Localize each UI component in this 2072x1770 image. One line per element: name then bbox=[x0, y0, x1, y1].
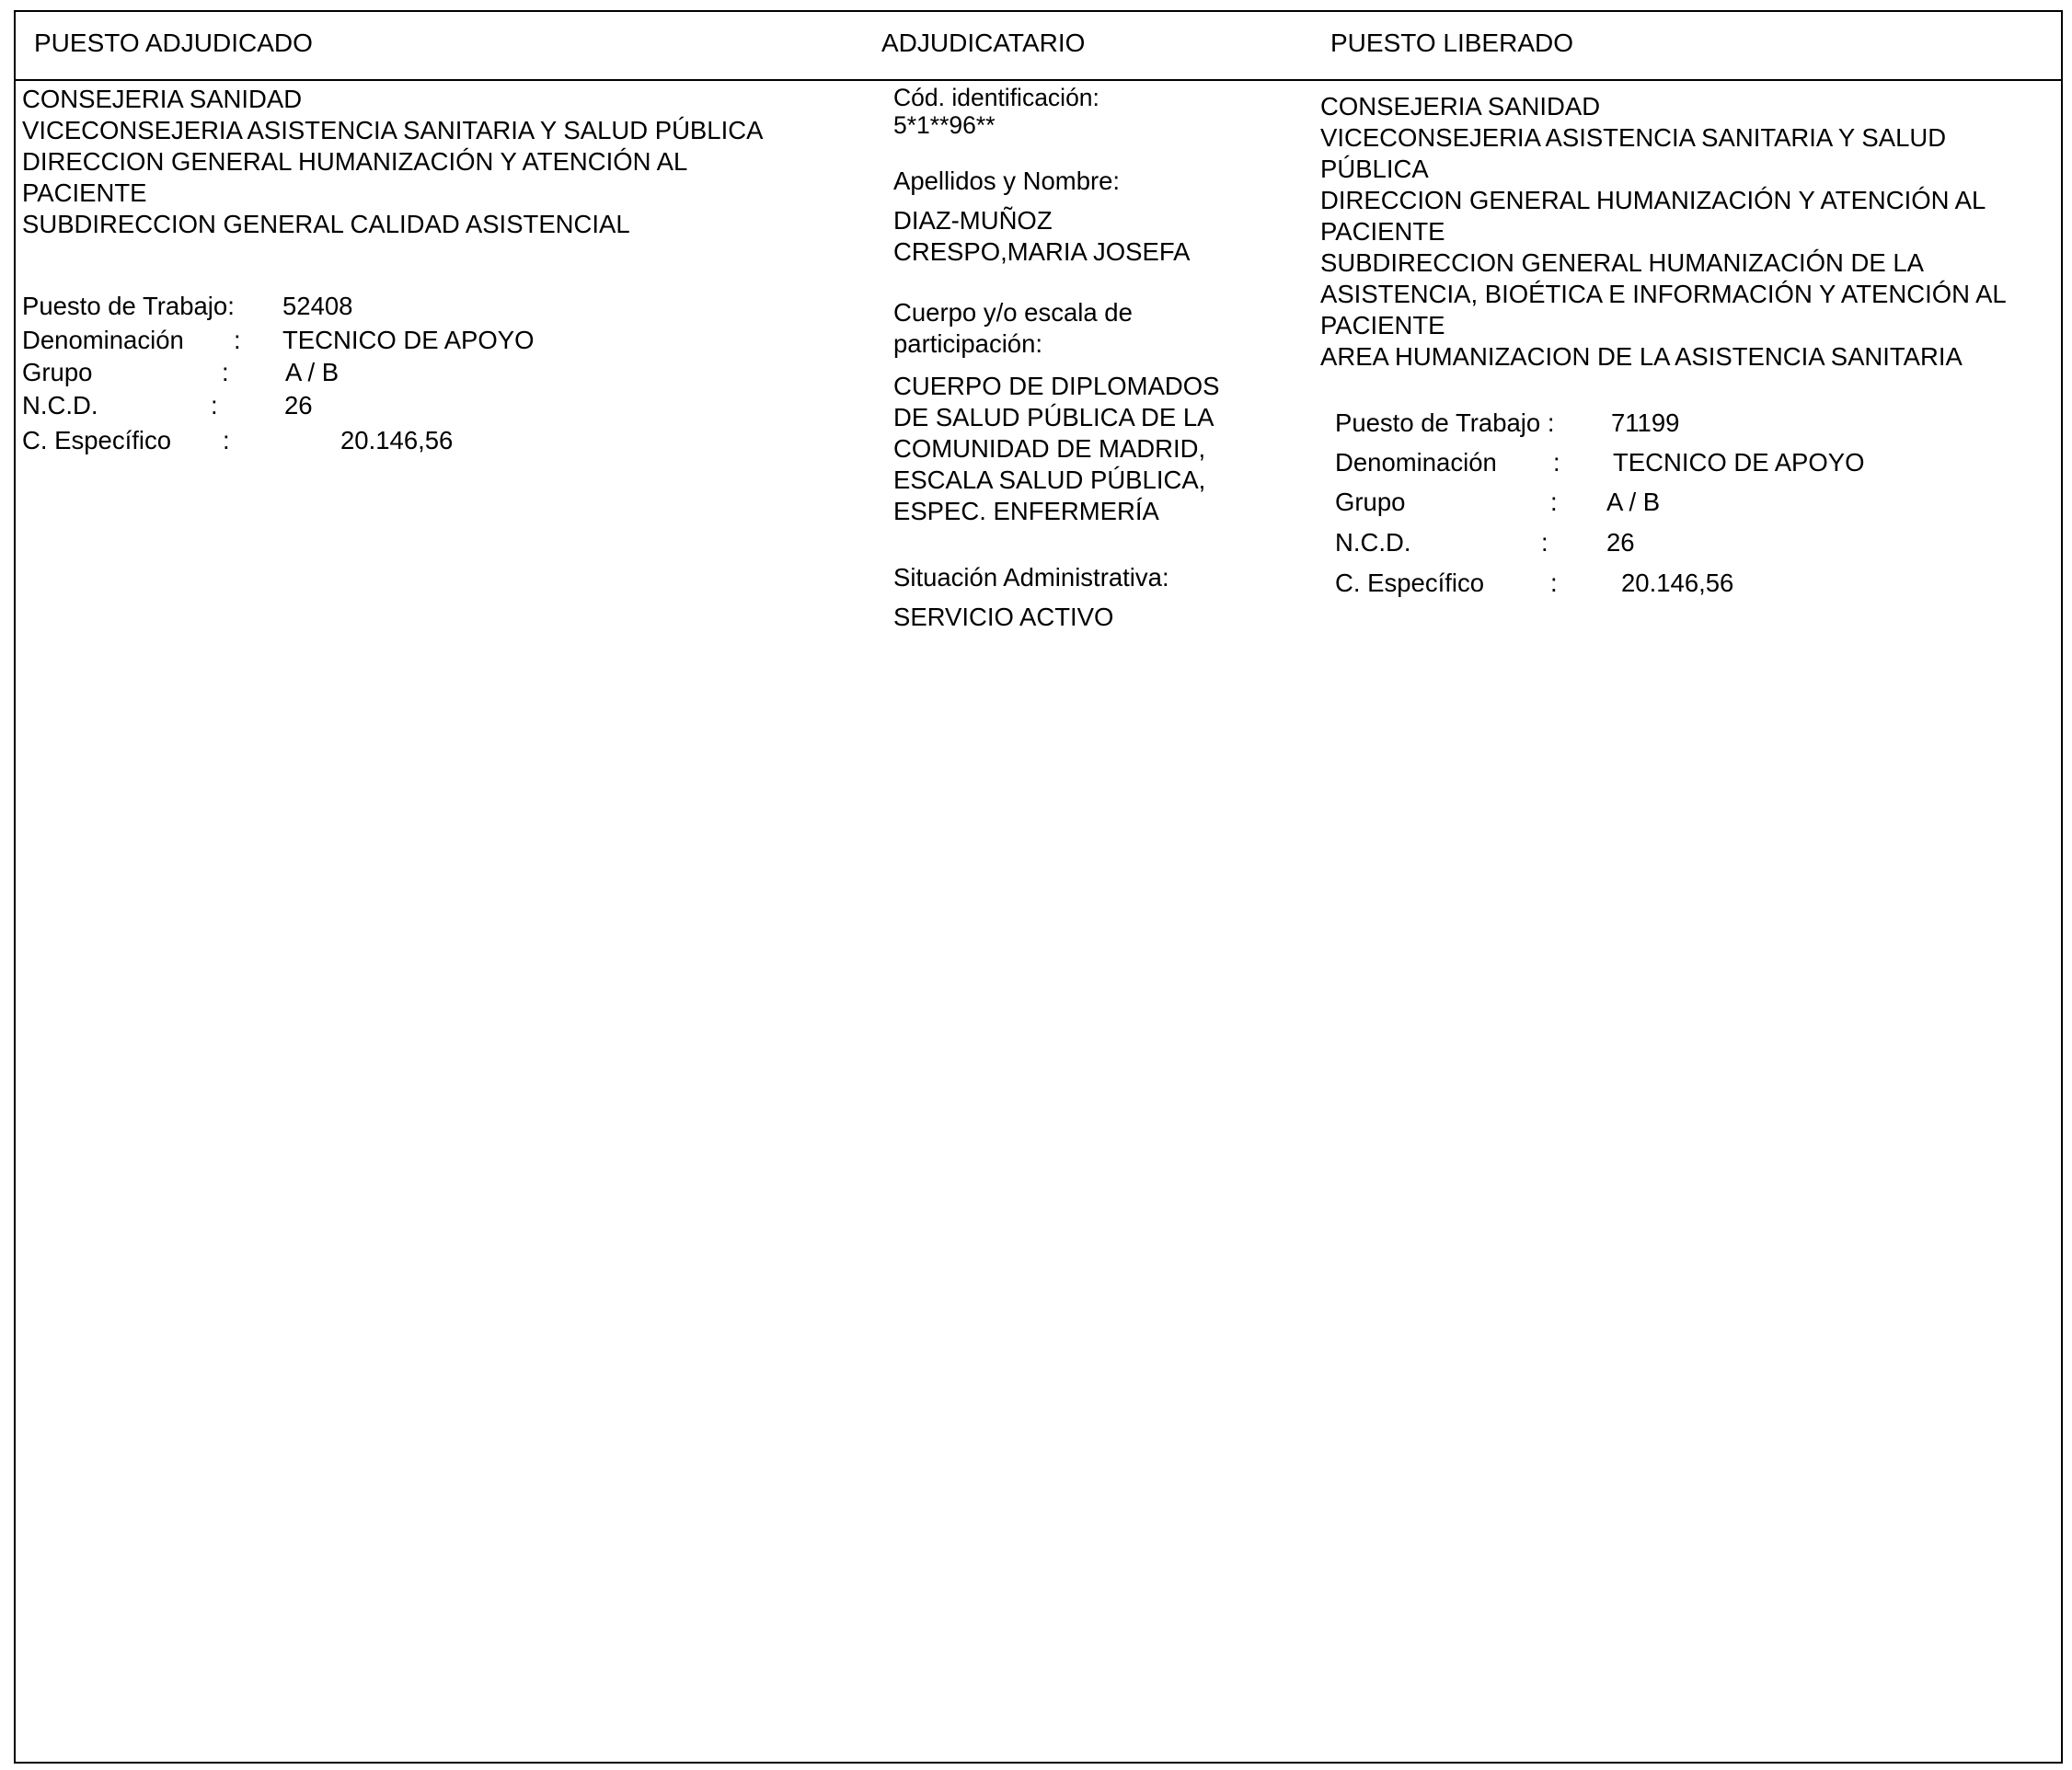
field-label: N.C.D. bbox=[1335, 528, 1411, 557]
apellidos-nombre-value bbox=[893, 205, 1190, 268]
field-label: Puesto de Trabajo: bbox=[22, 292, 235, 320]
org-line: DIRECCION GENERAL HUMANIZACIÓN Y ATENCIÓN AL bbox=[1320, 186, 1986, 214]
label-line: participación: bbox=[893, 329, 1043, 358]
header-puesto-adjudicado: PUESTO ADJUDICADO bbox=[34, 29, 313, 57]
field-label: Grupo bbox=[1335, 488, 1406, 516]
header-adjudicatario: ADJUDICATARIO bbox=[881, 29, 1086, 57]
org-line: SUBDIRECCION GENERAL CALIDAD ASISTENCIAL bbox=[22, 210, 630, 238]
cuerpo-escala-value bbox=[893, 371, 1220, 527]
org-line: VICECONSEJERIA ASISTENCIA SANITARIA Y SALUD bbox=[1320, 123, 1947, 152]
field-value: 20.146,56 bbox=[1621, 569, 1734, 597]
cuerpo-line: DE SALUD PÚBLICA DE LA bbox=[893, 403, 1214, 431]
field-label: Denominación bbox=[1335, 448, 1497, 477]
header-divider bbox=[14, 79, 2063, 81]
label-line: Cuerpo y/o escala de bbox=[893, 298, 1133, 327]
field-separator: : bbox=[1550, 488, 1558, 516]
cuerpo-line: ESPEC. ENFERMERÍA bbox=[893, 497, 1159, 525]
cod-identificacion-value: 5*1**96** bbox=[893, 111, 996, 139]
cuerpo-line: ESCALA SALUD PÚBLICA, bbox=[893, 465, 1206, 494]
field-value: 71199 bbox=[1611, 408, 1680, 437]
org-line: CONSEJERIA SANIDAD bbox=[22, 85, 303, 113]
org-line: ASISTENCIA, BIOÉTICA E INFORMACIÓN Y ATENCIÓN AL bbox=[1320, 280, 2007, 308]
adjudicado-organization bbox=[22, 84, 763, 240]
name-line: DIAZ-MUÑOZ bbox=[893, 206, 1053, 235]
field-value: TECNICO DE APOYO bbox=[282, 326, 535, 354]
org-line: PACIENTE bbox=[22, 178, 147, 207]
field-separator: : bbox=[223, 426, 230, 454]
org-line: PÚBLICA bbox=[1320, 155, 1429, 183]
field-separator: : bbox=[1553, 448, 1560, 477]
field-value: 52408 bbox=[282, 292, 353, 320]
field-label: Grupo bbox=[22, 358, 93, 386]
field-label: Denominación bbox=[22, 326, 184, 354]
situacion-administrativa-value: SERVICIO ACTIVO bbox=[893, 603, 1114, 631]
field-label: Puesto de Trabajo : bbox=[1335, 408, 1555, 437]
field-label: C. Específico bbox=[22, 426, 172, 454]
field-value: TECNICO DE APOYO bbox=[1613, 448, 1865, 477]
field-separator: : bbox=[1550, 569, 1558, 597]
header-puesto-liberado: PUESTO LIBERADO bbox=[1330, 29, 1574, 57]
field-value: 26 bbox=[284, 391, 313, 420]
field-value: A / B bbox=[1606, 488, 1661, 516]
cuerpo-line: COMUNIDAD DE MADRID, bbox=[893, 434, 1206, 463]
field-separator: : bbox=[1541, 528, 1548, 557]
field-label: C. Específico bbox=[1335, 569, 1485, 597]
field-value: 26 bbox=[1606, 528, 1635, 557]
field-separator: : bbox=[211, 391, 218, 420]
org-line: SUBDIRECCION GENERAL HUMANIZACIÓN DE LA bbox=[1320, 248, 1925, 277]
cod-identificacion-label: Cód. identificación: bbox=[893, 84, 1099, 111]
field-separator: : bbox=[222, 358, 229, 386]
org-line: DIRECCION GENERAL HUMANIZACIÓN Y ATENCIÓN AL bbox=[22, 147, 688, 176]
org-line: VICECONSEJERIA ASISTENCIA SANITARIA Y SALUD PÚBLICA bbox=[22, 116, 764, 144]
cuerpo-line: CUERPO DE DIPLOMADOS bbox=[893, 372, 1220, 400]
field-label: N.C.D. bbox=[22, 391, 98, 420]
apellidos-nombre-label: Apellidos y Nombre: bbox=[893, 167, 1121, 195]
field-value: 20.146,56 bbox=[340, 426, 454, 454]
org-line: PACIENTE bbox=[1320, 217, 1445, 246]
cuerpo-escala-label bbox=[893, 297, 1133, 360]
org-line: AREA HUMANIZACION DE LA ASISTENCIA SANITARIA bbox=[1320, 342, 1963, 371]
field-value: A / B bbox=[285, 358, 340, 386]
field-separator: : bbox=[234, 326, 241, 354]
situacion-administrativa-label: Situación Administrativa: bbox=[893, 563, 1169, 592]
name-line: CRESPO,MARIA JOSEFA bbox=[893, 237, 1191, 266]
org-line: PACIENTE bbox=[1320, 311, 1445, 339]
liberado-organization bbox=[1320, 91, 2007, 373]
org-line: CONSEJERIA SANIDAD bbox=[1320, 92, 1601, 121]
